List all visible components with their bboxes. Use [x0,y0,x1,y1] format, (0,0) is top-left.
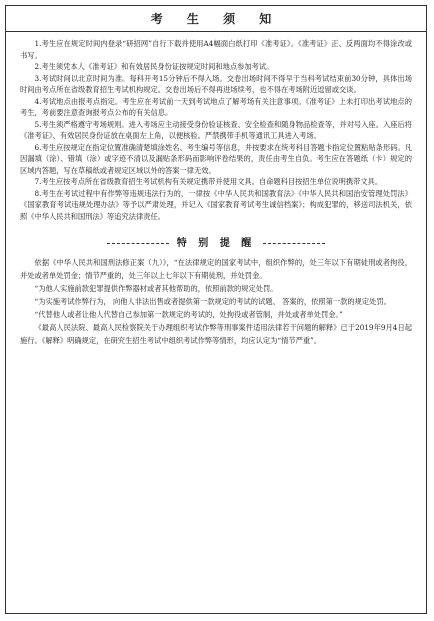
dashed-rule-left [107,243,169,244]
title-bar [6,6,426,32]
rule-item: 6.考生应按规定在指定位置准确清楚填涂姓名、考生编号等信息，并按要求在统考科目答题卡指定位置粘贴条形码。凡因漏填（涂）、错填（涂）或字迹不清以及漏贴条形码而影响评卷结果的，责任由考生自负。考生应在答题纸（卡）规定的区域内答题，写在草稿纸或者规定区域以外的答案一律无效。 [20,142,412,175]
section-gap [20,222,412,236]
rules-list [20,38,412,222]
rule-item: 8.考生在考试过程中有作弊等违规违法行为的，一律按《中华人民共和国教育法》《中华人民共和国治安管理处罚法》《国家教育考试违规处理办法》等予以严肃处理，并记入《国家教育考试考生诚信档案》；构成犯罪的，移送司法机关，依照《中华人民共和国刑法》等追究法律责任。 [20,188,412,221]
rule-item: 7.考生应按考点所在省级教育招生考试机构有关规定携带并使用文具。自命题科目按招生单位说明携带文具。 [34,177,383,186]
rule-item: 2.考生须凭本人《准考证》和有效居民身份证按规定时间和地点参加考试。 [34,62,274,71]
page-title: 考 生 须 知 [150,12,282,26]
special-reminder-heading [20,238,412,250]
notice-frame [5,5,427,614]
special-reminder-body [20,256,412,347]
rule-item: 5.考生须严格遵守考场规则。进入考场应主动接受身份验证核查、安全检查和随身物品检查等，并对号入座。入座后将《准考证》、有效居民身份证放在桌面左上角，以便核验。严禁携带手机等通讯工具进入考场。 [20,119,412,140]
special-paragraph: “为他人实施前款犯罪提供作弊器材或者其他帮助的，依照前款的规定处罚。 [34,283,278,293]
special-reminder-title: 特 别 提 醒 [176,238,256,249]
special-paragraph: 依据《中华人民共和国刑法修正案（九）》，“在法律规定的国家考试中，组织作弊的，处三年以下有期徒刑或者拘役，并处或者单处罚金；情节严重的，处三年以上七年以下有期徒刑，并处罚金。 [20,257,412,280]
special-paragraph: “代替他人或者让他人代替自己参加第一款规定的考试的，处拘役或者管制，并处或者单处罚金。” [34,309,343,319]
rule-item: 4.考试地点由报考点指定。考生应在考试前一天到考试地点了解考场有关注意事项。《准考证》上未打印出考试地点的考生，考前要注意查询报考点公布的有关信息。 [20,96,412,117]
rule-item: 3.考试时间以北京时间为准。每科开考15分钟后不得入场。交卷出场时间不得早于当科考试结束前30分钟，具体出场时间由考点所在省级教育招生考试机构规定。交卷出场后不得再进场续考，也不得在考场附近逗留或交谈。 [20,73,412,94]
dashed-rule-right [263,243,325,244]
rule-item: 1.考生应在规定时间内登录“研招网”自行下载并使用A4幅面白纸打印《准考证》。《准考证》正、反两面均不得涂改或书写。 [20,39,412,60]
special-paragraph: “为实施考试作弊行为， 向他人非法出售或者提供第一款规定的考试的试题、 答案的，依照第一款的规定处罚。 [34,296,391,306]
special-paragraph: 《最高人民法院、最高人民检察院关于办理组织考试作弊等刑事案件适用法律若干问题的解释》已于2019年9月4日起施行。《解释》明确规定，在研究生招生考试中组织考试作弊等情形，均应认定为“情节严重”。 [20,322,412,345]
notice-content [6,32,426,347]
